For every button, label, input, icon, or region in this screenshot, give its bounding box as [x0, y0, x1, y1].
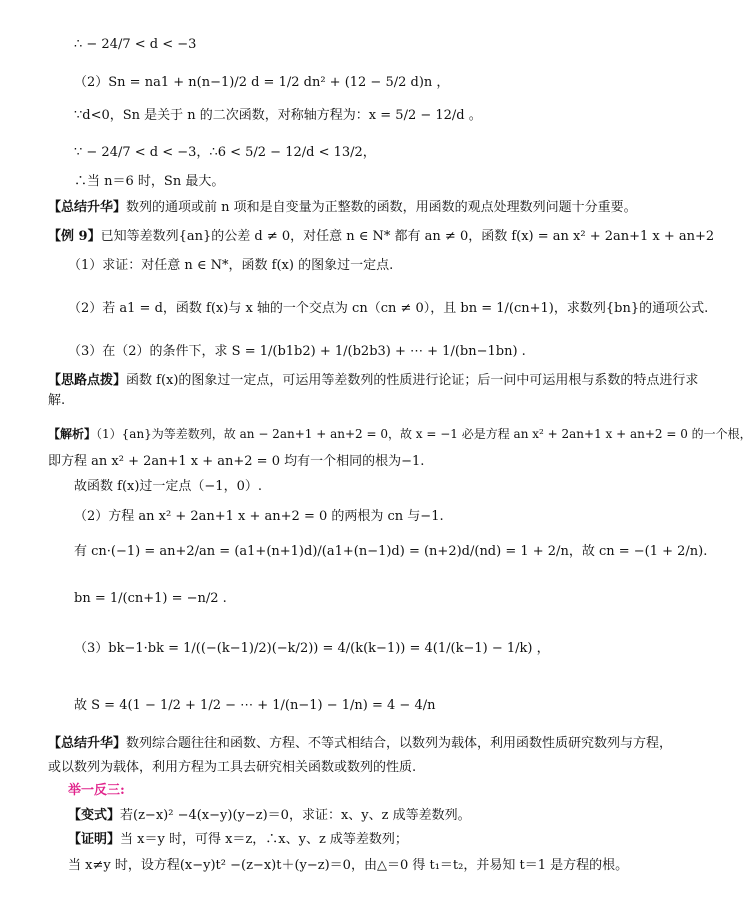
summary-2-text: 数列综合题往往和函数、方程、不等式相结合，以数列为载体，利用函数性质研究数列与方程， [126, 736, 673, 751]
solution-line-5: 有 cn·(−1) = an+2/an = (a1+(n+1)d)/(a1+(n−1)d) = (n+2)d/(nd) = 1 + 2/n，故 cn = −(1 + 2/n). [74, 544, 708, 559]
solution-text: （1）{an}为等差数列，故 an − 2an+1 + an+2 = 0，故 x = −1 必是方程 an x² + 2an+1 x + an+2 = 0 的一个根， [96, 427, 752, 441]
example-9-text: 已知等差数列{an}的公差 d ≠ 0，对任意 n ∈ N* 都有 an ≠ 0，函数 f(x) = an x² + 2an+1 x + an+2 [100, 229, 715, 244]
line-5: ∴当 n＝6 时，Sn 最大。 [74, 174, 225, 189]
question-1: （1）求证：对任意 n ∈ N*，函数 f(x) 的图象过一定点. [68, 258, 394, 273]
solution-line-2: 即方程 an x² + 2an+1 x + an+2 = 0 均有一个相同的根为−1. [48, 454, 425, 469]
line-3: ∵d<0，Sn 是关于 n 的二次函数，对称轴方程为：x = 5/2 − 12/d 。 [74, 108, 482, 123]
hint-tag: 【思路点拨】 [48, 373, 127, 388]
line-4: ∵ − 24/7 < d < −3，∴6 < 5/2 − 12/d < 13/2， [74, 145, 376, 160]
summary-1-text: 数列的通项或前 n 项和是自变量为正整数的函数，用函数的观点处理数列问题十分重要。 [126, 200, 637, 215]
hint [48, 372, 698, 390]
question-2: （2）若 a1 = d，函数 f(x)与 x 轴的一个交点为 cn（cn ≠ 0），且 bn = 1/(cn+1)，求数列{bn}的通项公式. [68, 301, 709, 316]
solution-tag: 【解析】 [48, 427, 97, 441]
hint-cont: 解. [48, 393, 66, 408]
summary-2-tag: 【总结升华】 [48, 736, 127, 751]
example-9-tag: 【例 9】 [48, 229, 101, 244]
proof [68, 831, 408, 849]
solution-line-7: （3）bk−1·bk = 1/((−(k−1)/2)(−k/2)) = 4/(k(k−1)) = 4(1/(k−1) − 1/k) ， [74, 641, 550, 656]
variant-tag: 【变式】 [68, 808, 121, 823]
proof-text: 当 x＝y 时，可得 x＝z，∴x、y、z 成等差数列； [120, 832, 408, 847]
summary-2 [48, 735, 672, 753]
summary-1 [48, 199, 637, 217]
hint-text: 函数 f(x)的图象过一定点，可运用等差数列的性质进行论证；后一问中可运用根与系数的特点进行求 [126, 373, 699, 388]
solution-line-4: （2）方程 an x² + 2an+1 x + an+2 = 0 的两根为 cn 与−1. [74, 509, 444, 524]
question-3: （3）在（2）的条件下，求 S = 1/(b1b2) + 1/(b2b3) + ⋯ + 1/(bn−1bn) . [68, 344, 526, 359]
line-1: ∴ − 24/7 < d < −3 [74, 37, 197, 52]
example-9 [48, 228, 714, 246]
practice-heading: 举一反三: [68, 783, 125, 798]
summary-2-cont: 或以数列为载体，利用方程为工具去研究相关函数或数列的性质. [48, 760, 417, 775]
variant [68, 807, 471, 825]
proof-cont: 当 x≠y 时，设方程(x−y)t² −(z−x)t＋(y−z)＝0，由△＝0 得 t₁＝t₂，并易知 t＝1 是方程的根。 [68, 858, 629, 873]
solution-line-6: bn = 1/(cn+1) = −n/2 . [74, 591, 227, 606]
solution-line-3: 故函数 f(x)过一定点（−1，0）. [74, 479, 262, 494]
summary-1-tag: 【总结升华】 [48, 200, 127, 215]
solution-line-8: 故 S = 4(1 − 1/2 + 1/2 − ⋯ + 1/(n−1) − 1/n) = 4 − 4/n [74, 698, 436, 713]
proof-tag: 【证明】 [68, 832, 121, 847]
variant-text: 若(z−x)² −4(x−y)(y−z)＝0，求证：x、y、z 成等差数列。 [120, 808, 471, 823]
line-2: （2）Sn = na1 + n(n−1)/2 d = 1/2 dn² + (12 − 5/2 d)n ， [74, 75, 450, 90]
solution [48, 425, 752, 443]
